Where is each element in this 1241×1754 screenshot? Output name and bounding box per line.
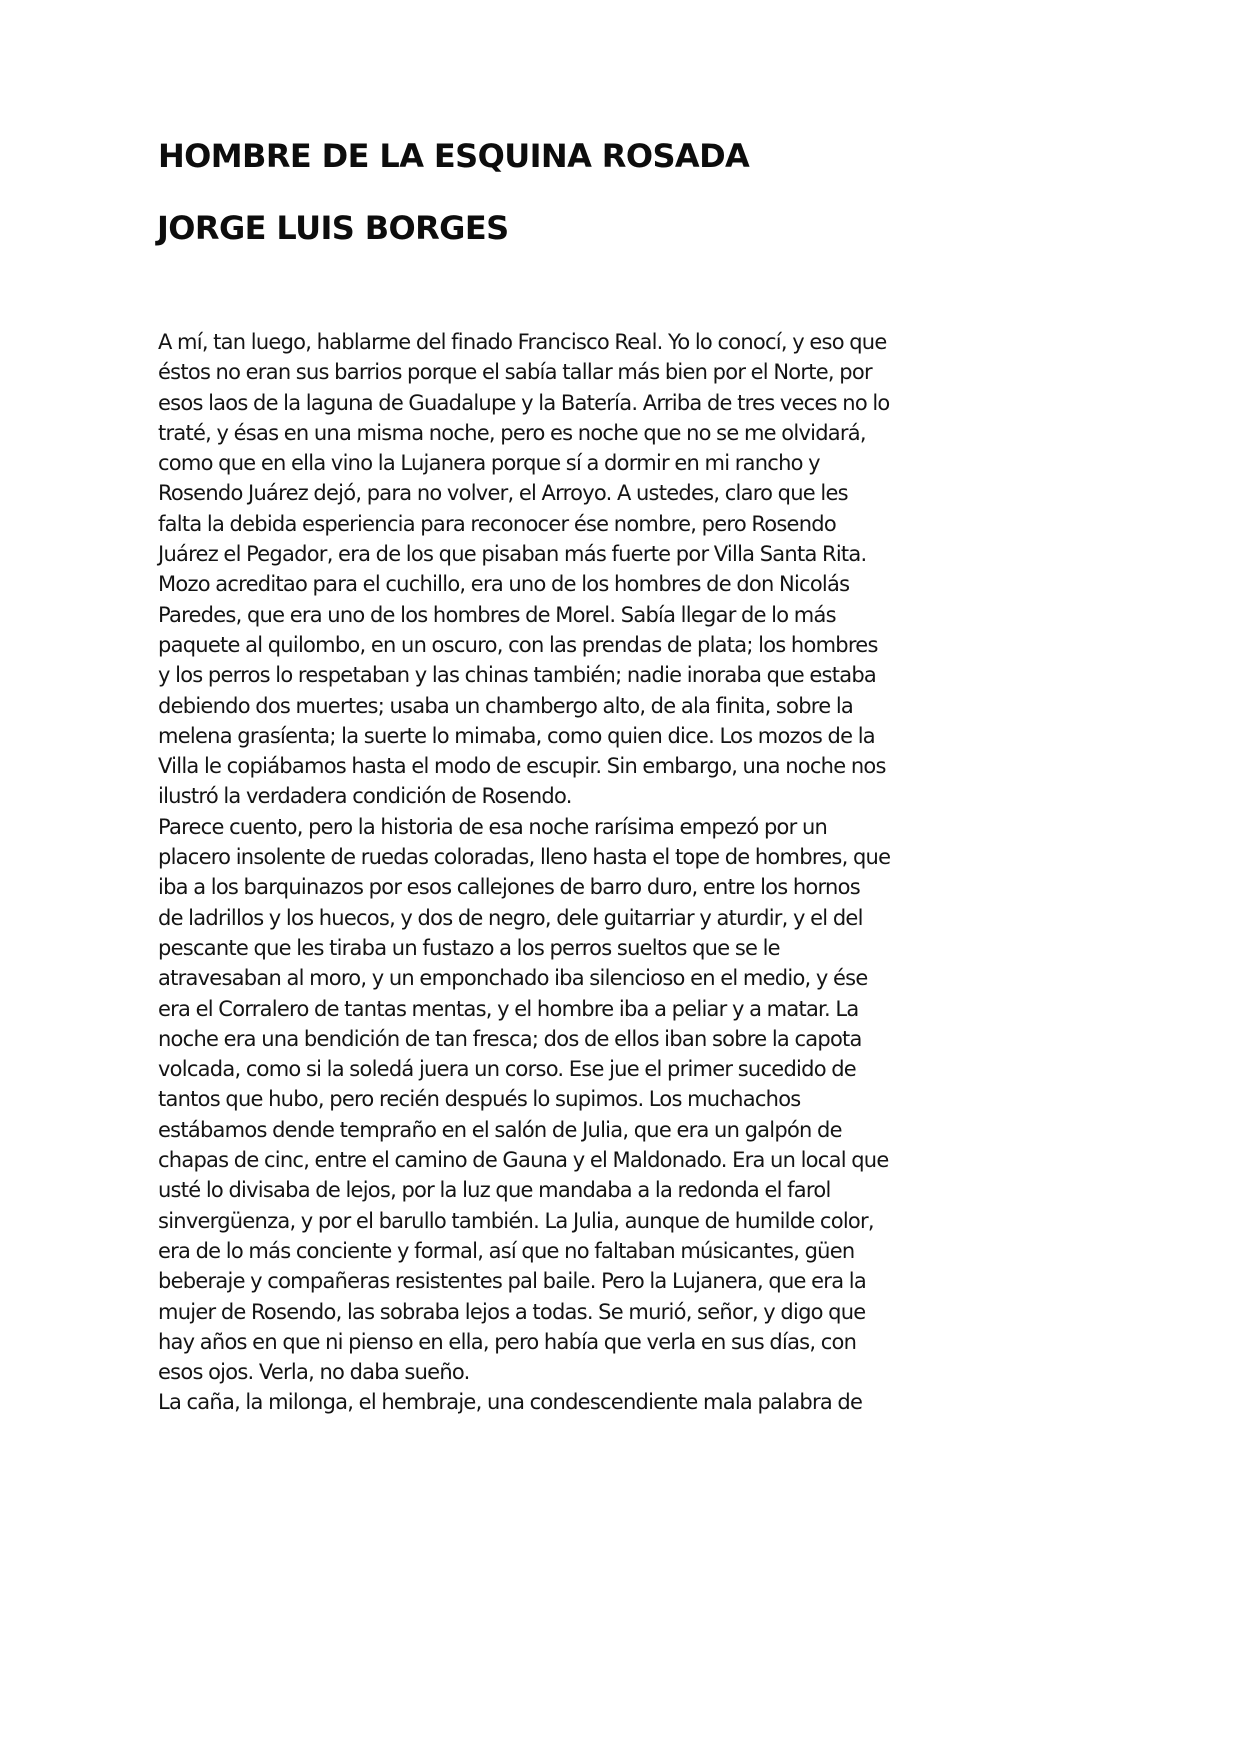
text-line: Juárez el Pegador, era de los que pisaban más fuerte por Villa Santa Rita. <box>158 542 867 567</box>
text-line: Villa le copiábamos hasta el modo de escupir. Sin embargo, una noche nos <box>158 754 886 779</box>
text-line: debiendo dos muertes; usaba un chambergo alto, de ala finita, sobre la <box>158 693 854 718</box>
text-line: iba a los barquinazos por esos callejones de barro duro, entre los hornos <box>158 875 860 900</box>
text-line: La caña, la milonga, el hembraje, una condescendiente mala palabra de <box>158 1390 863 1415</box>
text-line: Paredes, que era uno de los hombres de Morel. Sabía llegar de lo más <box>158 602 836 627</box>
text-line: paquete al quilombo, en un oscuro, con las prendas de plata; los hombres <box>158 632 878 657</box>
text-line: melena grasíenta; la suerte lo mimaba, como quien dice. Los mozos de la <box>158 723 875 748</box>
text-line: y los perros lo respetaban y las chinas también; nadie inoraba que estaba <box>158 663 877 688</box>
text-line: ilustró la verdadera condición de Rosendo. <box>158 784 572 809</box>
text-line: usté lo divisaba de lejos, por la luz que mandaba a la redonda el farol <box>158 1178 831 1203</box>
text-line: era de lo más conciente y formal, así que no faltaban músicantes, güen <box>158 1238 855 1263</box>
text-line: como que en ella vino la Lujanera porque sí a dormir en mi rancho y <box>158 451 820 476</box>
text-line: volcada, como si la soledá juera un corso. Ese jue el primer sucedido de <box>158 1057 856 1082</box>
text-line: sinvergüenza, y por el barullo también. La Julia, aunque de humilde color, <box>158 1208 874 1233</box>
text-line: hay años en que ni pienso en ella, pero había que verla en sus días, con <box>158 1329 857 1354</box>
text-line: falta la debida esperiencia para reconocer ése nombre, pero Rosendo <box>158 511 836 536</box>
text-line: mujer de Rosendo, las sobraba lejos a todas. Se murió, señor, y digo que <box>158 1299 866 1324</box>
text-line: estábamos dende tempraño en el salón de Julia, que era un galpón de <box>158 1117 842 1142</box>
text-line: esos laos de la laguna de Guadalupe y la Batería. Arriba de tres veces no lo <box>158 390 890 415</box>
text-line: Parece cuento, pero la historia de esa noche rarísima empezó por un <box>158 814 828 839</box>
text-line: traté, y ésas en una misma noche, pero es noche que no se me olvidará, <box>158 420 866 445</box>
text-line: éstos no eran sus barrios porque el sabía tallar más bien por el Norte, por <box>158 360 872 385</box>
text-line: tantos que hubo, pero recién después lo supimos. Los muchachos <box>158 1087 801 1112</box>
text-line: Rosendo Juárez dejó, para no volver, el Arroyo. A ustedes, claro que les <box>158 481 848 506</box>
text-line: esos ojos. Verla, no daba sueño. <box>158 1360 470 1385</box>
text-line: A mí, tan luego, hablarme del finado Francisco Real. Yo lo conocí, y eso que <box>158 330 887 354</box>
text-line: noche era una bendición de tan fresca; dos de ellos iban sobre la capota <box>158 1026 862 1051</box>
text-line: chapas de cinc, entre el camino de Gauna y el Maldonado. Era un local que <box>158 1148 889 1173</box>
text-line: pescante que les tiraba un fustazo a los perros sueltos que se le <box>158 935 780 960</box>
text-line: beberaje y compañeras resistentes pal baile. Pero la Lujanera, que era la <box>158 1269 866 1294</box>
text-line: placero insolente de ruedas coloradas, lleno hasta el tope de hombres, que <box>158 845 891 870</box>
text-line: atravesaban al moro, y un emponchado iba silencioso en el medio, y ése <box>158 966 868 991</box>
text-line: era el Corralero de tantas mentas, y el hombre iba a peliar y a matar. La <box>158 996 859 1021</box>
story-title: HOMBRE DE LA ESQUINA ROSADA <box>158 137 750 175</box>
author-name: JORGE LUIS BORGES <box>157 209 509 247</box>
text-line: de ladrillos y los huecos, y dos de negro, dele guitarriar y aturdir, y el del <box>158 905 863 930</box>
story-body <box>158 327 1058 1418</box>
text-line: Mozo acreditao para el cuchillo, era uno de los hombres de don Nicolás <box>158 572 850 597</box>
